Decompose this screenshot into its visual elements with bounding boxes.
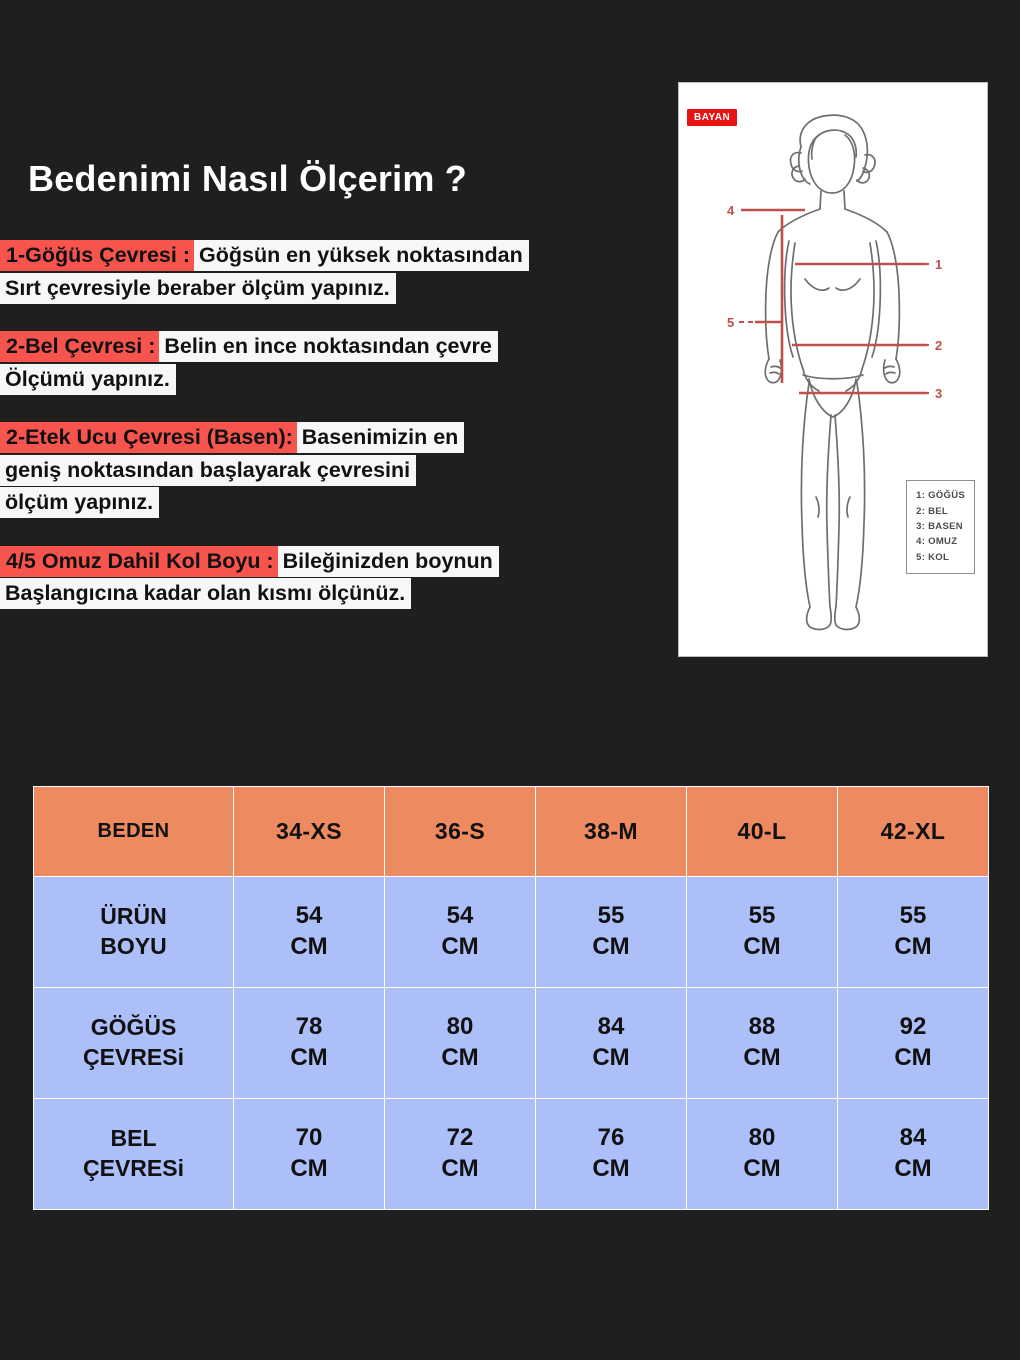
row-label-line2: ÇEVRESi bbox=[83, 1044, 184, 1070]
cell-unit: CM bbox=[894, 1044, 932, 1071]
instruction-bel-cevresi bbox=[0, 331, 672, 394]
bayan-badge: BAYAN bbox=[687, 109, 737, 126]
cell-value: 70 bbox=[295, 1124, 323, 1152]
size-chart-table bbox=[33, 786, 989, 1210]
cell-value: 55 bbox=[899, 902, 927, 930]
row-label-line2: ÇEVRESi bbox=[83, 1155, 184, 1181]
instruction-line bbox=[0, 578, 672, 609]
table-cell bbox=[687, 877, 838, 988]
table-cell bbox=[536, 877, 687, 988]
page-title: Bedenimi Nasıl Ölçerim ? bbox=[28, 158, 467, 199]
instruction-text: ölçüm yapınız. bbox=[0, 487, 159, 518]
cell-unit: CM bbox=[441, 1044, 479, 1071]
instruction-term: 2-Etek Ucu Çevresi (Basen): bbox=[0, 422, 297, 453]
cell-value: 80 bbox=[748, 1124, 776, 1152]
row-label-line1: ÜRÜN bbox=[100, 903, 167, 930]
instruction-text: Basenimizin en bbox=[297, 422, 465, 453]
table-body bbox=[34, 877, 989, 1210]
table-header-size: 40-L bbox=[687, 787, 838, 877]
instruction-line bbox=[0, 364, 672, 395]
cell-value: 72 bbox=[446, 1124, 474, 1152]
cell-value: 80 bbox=[446, 1013, 474, 1041]
instruction-line bbox=[0, 546, 672, 577]
table-row bbox=[34, 877, 989, 988]
table-cell bbox=[536, 1099, 687, 1210]
diagram-legend bbox=[906, 480, 975, 574]
cell-unit: CM bbox=[743, 1155, 781, 1182]
table-header-size: 42-XL bbox=[838, 787, 989, 877]
legend-item: 1: GÖĞÜS bbox=[916, 490, 965, 502]
instruction-gogus-cevresi bbox=[0, 240, 672, 303]
cell-value: 84 bbox=[597, 1013, 625, 1041]
row-label-line1: BEL bbox=[110, 1125, 157, 1152]
table-cell bbox=[838, 1099, 989, 1210]
instruction-omuz-dahil-kol-boyu bbox=[0, 546, 672, 609]
table-cell bbox=[234, 877, 385, 988]
cell-value: 88 bbox=[748, 1013, 776, 1041]
instruction-text: Belin en ince noktasından çevre bbox=[159, 331, 497, 362]
instruction-text: Ölçümü yapınız. bbox=[0, 364, 176, 395]
table-header-size: 36-S bbox=[385, 787, 536, 877]
instruction-term: 4/5 Omuz Dahil Kol Boyu : bbox=[0, 546, 278, 577]
instruction-line bbox=[0, 273, 672, 304]
table-row bbox=[34, 988, 989, 1099]
cell-value: 54 bbox=[446, 902, 474, 930]
instruction-term: 2-Bel Çevresi : bbox=[0, 331, 159, 362]
cell-unit: CM bbox=[290, 1044, 328, 1071]
cell-unit: CM bbox=[743, 933, 781, 960]
instructions-list bbox=[0, 240, 672, 637]
instruction-text: geniş noktasından başlayarak çevresini bbox=[0, 455, 416, 486]
marker-4: 4 bbox=[727, 203, 735, 218]
cell-unit: CM bbox=[894, 933, 932, 960]
cell-unit: CM bbox=[290, 933, 328, 960]
marker-1: 1 bbox=[935, 257, 943, 272]
instruction-line bbox=[0, 487, 672, 518]
table-header-beden: BEDEN bbox=[34, 787, 234, 877]
table-cell bbox=[687, 988, 838, 1099]
cell-value: 84 bbox=[899, 1124, 927, 1152]
instruction-text: Başlangıcına kadar olan kısmı ölçünüz. bbox=[0, 578, 411, 609]
cell-value: 76 bbox=[597, 1124, 625, 1152]
table-row-label bbox=[34, 988, 234, 1099]
table-cell bbox=[234, 1099, 385, 1210]
row-label-line1: GÖĞÜS bbox=[90, 1014, 177, 1041]
marker-2: 2 bbox=[935, 338, 943, 353]
cell-value: 92 bbox=[899, 1013, 927, 1041]
instruction-line bbox=[0, 422, 672, 453]
body-diagram-panel bbox=[678, 82, 988, 657]
table-header-size: 34-XS bbox=[234, 787, 385, 877]
table-cell bbox=[385, 988, 536, 1099]
cell-unit: CM bbox=[743, 1044, 781, 1071]
cell-value: 54 bbox=[295, 902, 323, 930]
cell-unit: CM bbox=[592, 1155, 630, 1182]
instruction-text: Bileğinizden boynun bbox=[278, 546, 499, 577]
marker-3: 3 bbox=[935, 386, 943, 401]
cell-value: 55 bbox=[748, 902, 776, 930]
table-header bbox=[34, 787, 989, 877]
legend-item: 5: KOL bbox=[916, 551, 950, 563]
cell-value: 78 bbox=[295, 1013, 323, 1041]
legend-item: 2: BEL bbox=[916, 505, 949, 517]
cell-unit: CM bbox=[441, 933, 479, 960]
table-cell bbox=[838, 988, 989, 1099]
table-cell bbox=[687, 1099, 838, 1210]
table-cell bbox=[385, 877, 536, 988]
cell-value: 55 bbox=[597, 902, 625, 930]
table-row-label bbox=[34, 877, 234, 988]
table-cell bbox=[234, 988, 385, 1099]
cell-unit: CM bbox=[894, 1155, 932, 1182]
legend-item: 4: OMUZ bbox=[916, 536, 958, 548]
marker-5: 5 bbox=[727, 315, 735, 330]
cell-unit: CM bbox=[592, 933, 630, 960]
cell-unit: CM bbox=[592, 1044, 630, 1071]
table-row bbox=[34, 1099, 989, 1210]
table-cell bbox=[536, 988, 687, 1099]
instruction-text: Göğsün en yüksek noktasından bbox=[194, 240, 529, 271]
instruction-text: Sırt çevresiyle beraber ölçüm yapınız. bbox=[0, 273, 396, 304]
table-header-size: 38-M bbox=[536, 787, 687, 877]
cell-unit: CM bbox=[290, 1155, 328, 1182]
table-cell bbox=[385, 1099, 536, 1210]
legend-item: 3: BASEN bbox=[916, 520, 963, 532]
instruction-etek-ucu-cevresi bbox=[0, 422, 672, 518]
instruction-line bbox=[0, 240, 672, 271]
table-cell bbox=[838, 877, 989, 988]
instruction-line bbox=[0, 331, 672, 362]
row-label-line2: BOYU bbox=[100, 933, 167, 959]
instruction-line bbox=[0, 455, 672, 486]
cell-unit: CM bbox=[441, 1155, 479, 1182]
table-row-label bbox=[34, 1099, 234, 1210]
size-chart-container bbox=[33, 786, 988, 1210]
table-header-row bbox=[34, 787, 989, 877]
instruction-term: 1-Göğüs Çevresi : bbox=[0, 240, 194, 271]
